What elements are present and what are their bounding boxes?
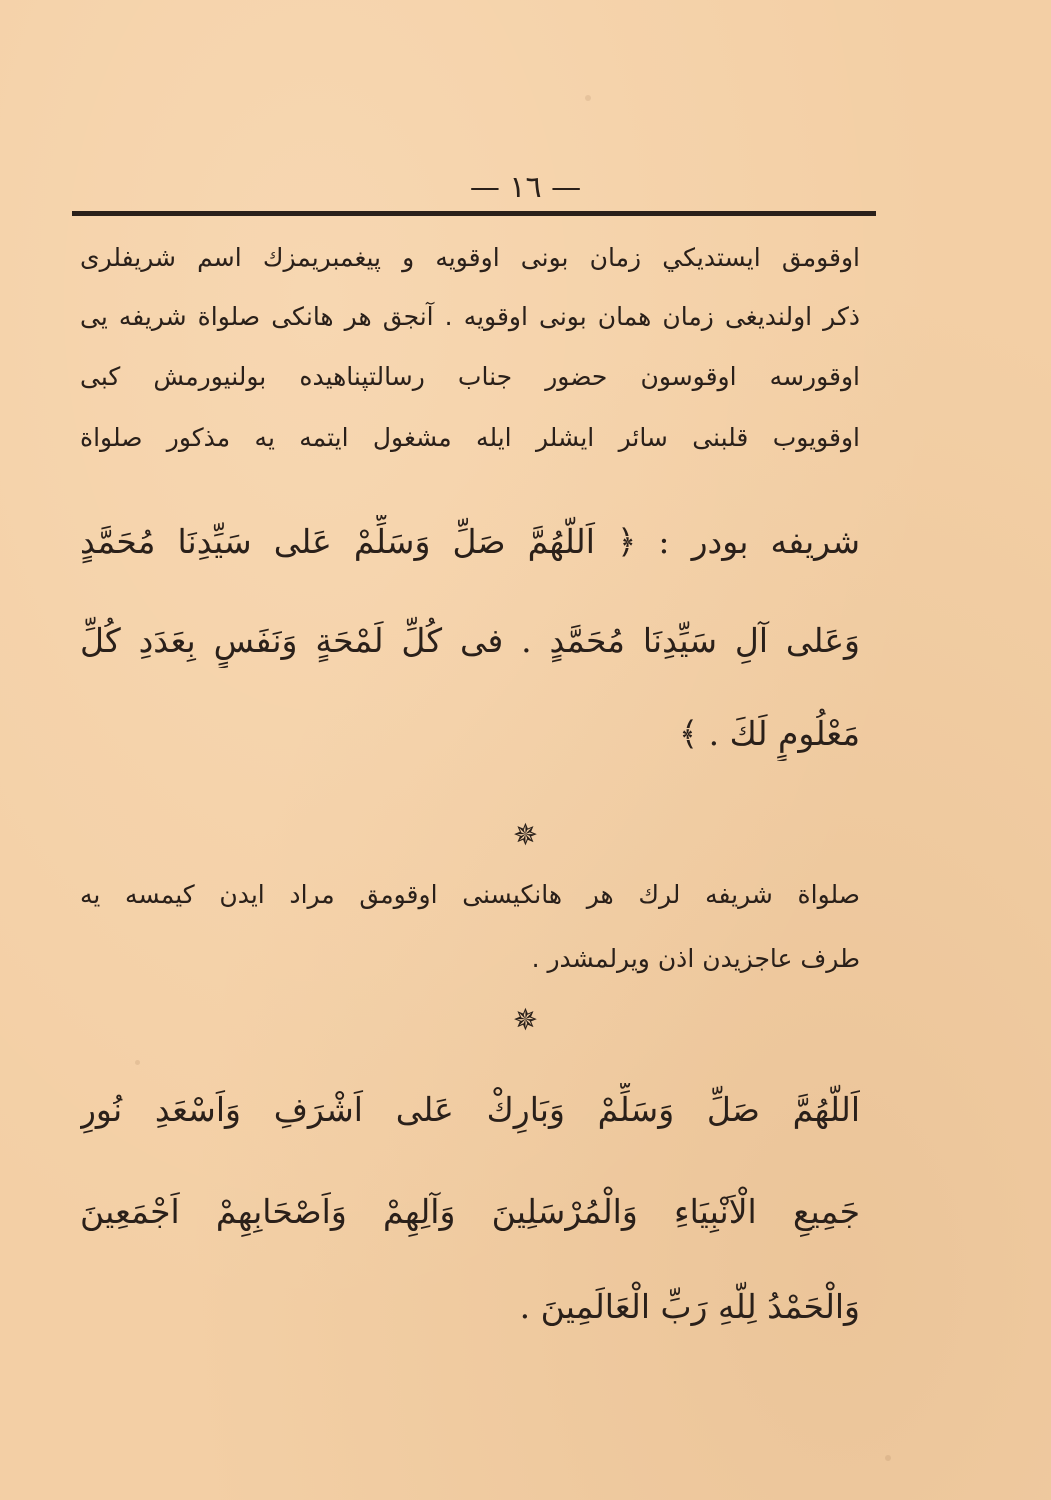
paragraph-1-line: ذكر اولنديغى زمان همان بونى اوقويه . آنجق هر هانكى صلواة شريفه يى — [80, 302, 860, 331]
paragraph-1-line: اوقومق ايستديكي زمان بونى اوقويه و پيغمبريمزك اسم شريفلرى — [80, 243, 860, 272]
paragraph-2-line: صلواة شريفه لرك هر هانكيسنى اوقومق مراد ايدن كيمسه يه — [80, 880, 860, 909]
paragraph-1-line: اوقورسه اوقوسون حضور جناب رسالتپناهيده بولنيورمش كبى — [80, 362, 860, 391]
paper-spot — [585, 95, 591, 101]
prayer-1-line: شريفه بودر : ﴿ اَللّهُمَّ صَلِّ وَسَلِّمْ عَلى سَيِّدِنَا مُحَمَّدٍ — [80, 522, 860, 561]
paper-spot — [135, 1060, 140, 1065]
prayer-2-line: اَللّهُمَّ صَلِّ وَسَلِّمْ وَبَارِكْ عَلى اَشْرَفِ وَاَسْعَدِ نُورِ — [80, 1090, 860, 1129]
paragraph-1-line: اوقويوب قلبنى سائر ايشلر ايله مشغول ايتمه يه مذكور صلواة — [80, 423, 860, 452]
paragraph-2-line: طرف عاجزيدن اذن ويرلمشدر . — [531, 944, 860, 973]
header-rule — [72, 211, 876, 216]
star-ornament: ✵ — [512, 1003, 539, 1038]
prayer-1-line: مَعْلُومٍ لَكَ . ﴾ — [678, 714, 860, 753]
prayer-2-line: وَالْحَمْدُ لِلّهِ رَبِّ الْعَالَمِينَ . — [519, 1287, 860, 1326]
prayer-2-line: جَمِيعِ الْاَنْبِيَاءِ وَالْمُرْسَلِينَ وَآلِهِمْ وَاَصْحَابِهِمْ اَجْمَعِينَ — [80, 1192, 860, 1231]
prayer-1-line: وَعَلى آلِ سَيِّدِنَا مُحَمَّدٍ . فى كُلِّ لَمْحَةٍ وَنَفَسٍ بِعَدَدِ كُلِّ — [80, 621, 860, 660]
page-number: — ١٦ — — [469, 170, 582, 205]
paper-spot — [885, 1455, 891, 1461]
star-ornament: ✵ — [512, 818, 539, 853]
